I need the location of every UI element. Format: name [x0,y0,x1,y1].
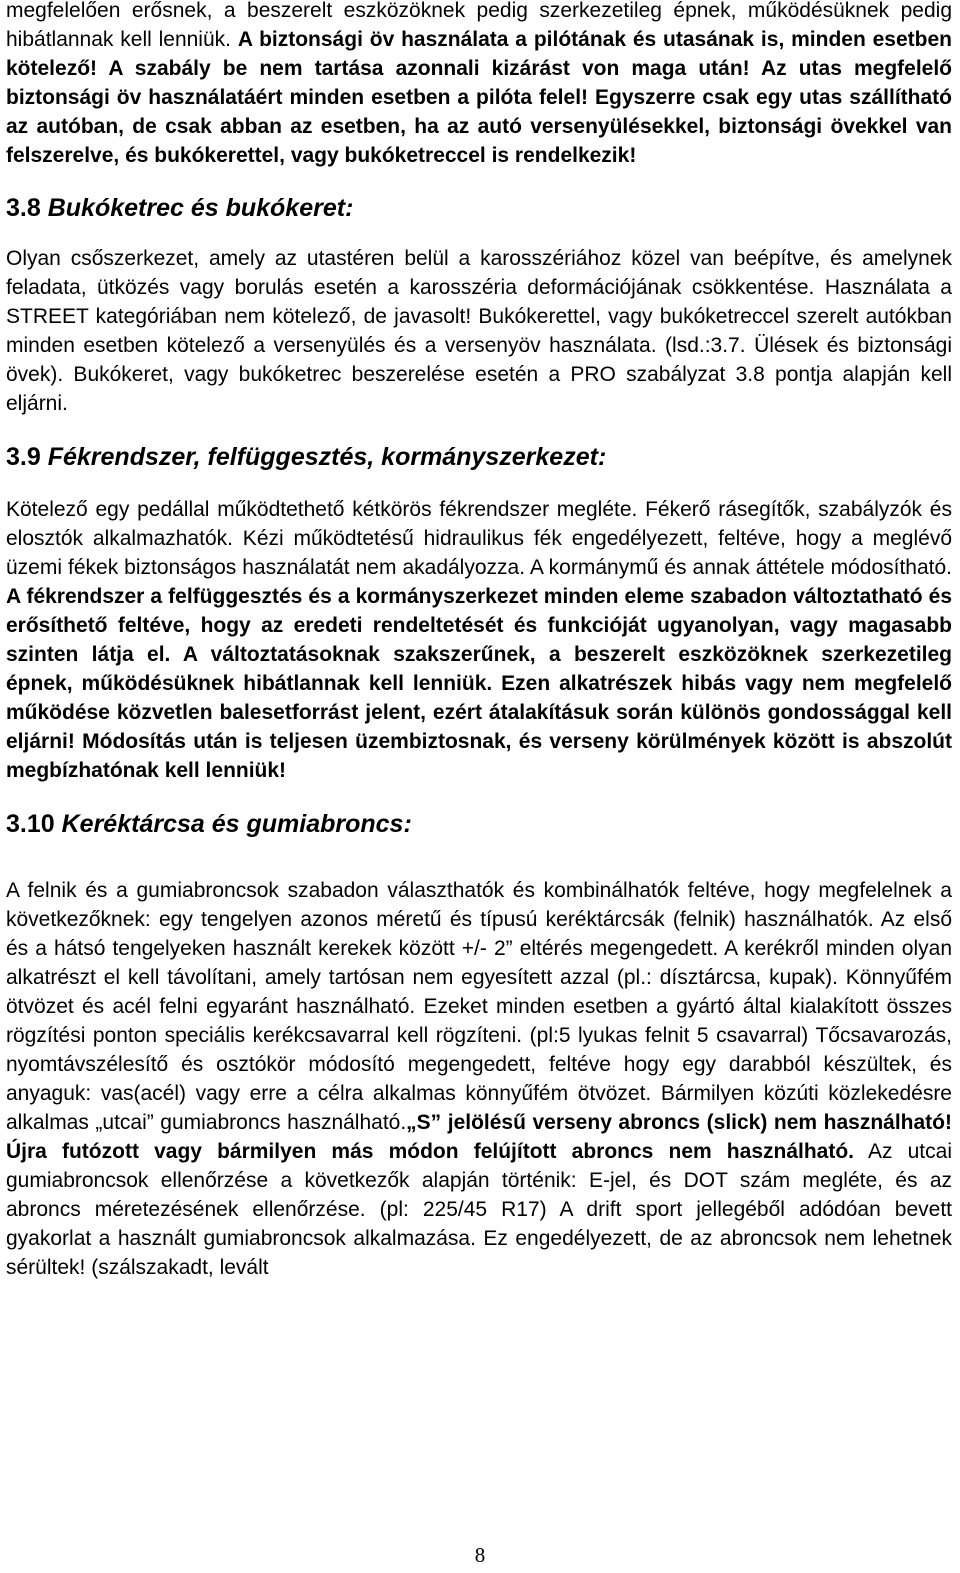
paragraph-rollcage: Olyan csőszerkezet, amely az utastéren belül a karosszériához közel van beépítve, és amelynek feladata, ütközés vagy borulás esetén a karosszéria deformációjának csökkentése. Használata a STREET kategóriában nem kötelező, de javasolt! Bukókerettel, vagy bukóketreccel szerelt autókban minden esetben kötelező a versenyülés és a versenyöv használata. (lsd.:3.7. Ülések és biztonsági övek). Bukókeret, vagy bukóketrec beszerelése esetén a PRO szabályzat 3.8 pontja alapján kell eljárni. [6,247,952,415]
section-title: Fékrendszer, felfüggesztés, kormányszerkezet: [40,443,607,471]
paragraph-seatbelts [6,0,952,170]
paragraph-brakes-normal: Kötelező egy pedállal működtethető kétkörös fékrendszer megléte. Fékerő rásegítők, szabályzók és elosztók alkalmazhatók. Kézi működtetésű hidraulikus fék engedélyezett, feltéve, hogy a meglévő üzemi fékek biztonságos használatát nem akadályozza. A kormánymű és annak áttétele módosítható. [6,498,952,579]
document-page [6,0,952,1282]
section-number: 3.9 [6,443,41,471]
paragraph-wheels-normal-1: A felnik és a gumiabroncsok szabadon választhatók és kombinálhatók feltéve, hogy megfelelnek a következőknek: egy tengelyen azonos méretű és típusú keréktárcsák (felnik) használhatók. Az első és a hátsó tengelyeken használt kerekek között +/- 2” eltérés megengedett. A kerékről minden olyan alkatrészt el kell távolítani, amely tartósan nem egyesített azzal (pl.: dísztárcsa, kupak). Könnyűfém ötvözet és acél felni egyaránt használható. Ezeket minden esetben a gyártó által kialakított összes rögzítési ponton speciális kerékcsavarral kell rögzíteni. (pl:5 lyukas felnit 5 csavarral) Tőcsavarozás, nyomtávszélesítő és osztókör módosító megengedett, feltéve hogy egy darabból készültek, és anyaguk: vas(acél) vagy erre a célra alkalmas könnyűfém ötvözet. Bármilyen közúti közlekedésre alkalmas „utcai” gumiabroncs használható. [6,879,952,1134]
section-heading-3-8 [6,193,952,223]
section-number: 3.8 [6,194,41,222]
paragraph-wheels-normal-2: Az utcai gumiabroncsok ellenőrzése a következők alapján történik: E-jel, és DOT szám megléte, és az abroncs méretezésének ellenőrzése. (pl: 225/45 R17) A drift sport jellegéből adódóan bevett gyakorlat a használt gumiabroncsok alkalmazása. Ez engedélyezett, de az abroncsok nem lehetnek sérültek! (szálszakadt, levált [6,1140,952,1279]
paragraph-brakes [6,495,952,785]
section-heading-3-10 [6,809,952,839]
section-title: Bukóketrec és bukókeret: [40,194,354,222]
paragraph-wheels-bold: „S” jelölésű verseny abroncs (slick) nem használható! Újra futózott vagy bármilyen más módon felújított abroncs nem használható. [6,1111,952,1163]
section-number: 3.10 [6,810,55,838]
paragraph-seatbelts-intro: megfelelően erősnek, a beszerelt eszközöknek pedig szerkezetileg épnek, működésüknek pedig hibátlannak kell lenniük. [6,0,952,51]
page-number: 8 [474,1543,486,1567]
section-title: Keréktárcsa és gumiabroncs: [54,810,412,838]
paragraph-brakes-bold: A fékrendszer a felfüggesztés és a kormányszerkezet minden eleme szabadon változtatható és erősíthető feltéve, hogy az eredeti rendeltetését és funkcióját ugyanolyan, vagy magasabb szinten látja el. A változtatásoknak szakszerűnek, a beszerelt eszközöknek szerkezetileg épnek, működésüknek hibátlannak kell lenniük. Ezen alkatrészek hibás vagy nem megfelelő működése közvetlen balesetforrást jelent, ezért átalakításuk során különös gondossággal kell eljárni! Módosítás után is teljesen üzembiztosnak, és verseny körülmények között is abszolút megbízhatónak kell lenniük! [6,585,952,782]
section-heading-3-9 [6,442,952,472]
paragraph-seatbelts-rules: A biztonsági öv használata a pilótának és utasának is, minden esetben kötelező! A szabály be nem tartása azonnali kizárást von maga után! Az utas megfelelő biztonsági öv használatáért minden esetben a pilóta felel! Egyszerre csak egy utas szállítható az autóban, de csak abban az esetben, ha az autó versenyülésekkel, biztonsági övekkel van felszerelve, és bukókerettel, vagy bukóketreccel is rendelkezik! [6,28,952,167]
paragraph-wheels [6,876,952,1282]
